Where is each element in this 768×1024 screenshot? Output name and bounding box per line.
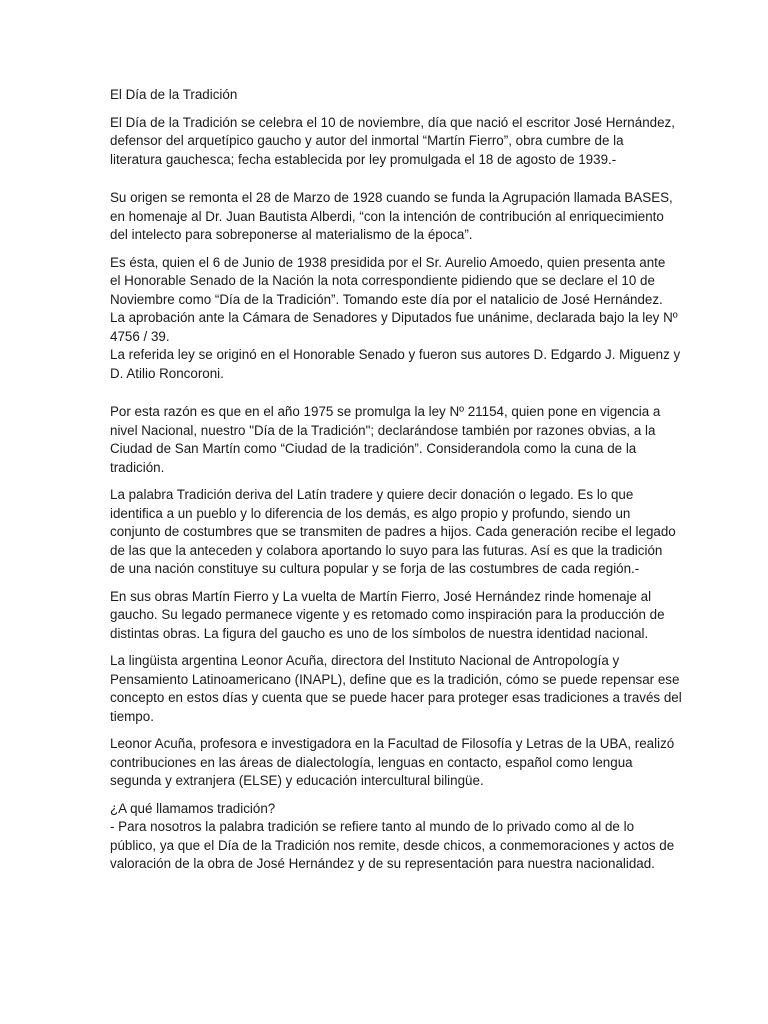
paragraph-line: - Para nosotros la palabra tradición se refiere tanto al mundo de lo privado como al de lo — [110, 819, 635, 834]
paragraph-line: Su origen se remonta el 28 de Marzo de 1928 cuando se funda la Agrupación llamada BASES, — [110, 190, 673, 205]
paragraph-line: Es ésta, quien el 6 de Junio de 1938 presidida por el Sr. Aurelio Amoedo, quien presenta ante — [110, 254, 666, 270]
paragraph-line: La lingüista argentina Leonor Acuña, directora del Instituto Nacional de Antropología y — [110, 653, 620, 668]
paragraph-line: D. Atilio Roncoroni. — [110, 365, 224, 381]
paragraph-line: valoración de la obra de José Hernández y de su representación para nuestra nacionalidad. — [110, 856, 655, 871]
paragraph-line: 4756 / 39. — [110, 328, 170, 344]
paragraph-line: segunda y extranjera (ELSE) y educación intercultural bilingüe. — [110, 773, 484, 788]
paragraph-line: gaucho. Su legado permanece vigente y es retomado como inspiración para la producción de — [110, 607, 665, 622]
paragraph-line: público, ya que el Día de la Tradición nos remite, desde chicos, a conmemoraciones y actos de — [110, 837, 675, 853]
paragraph-acuna-intro — [110, 652, 682, 726]
paragraph-line: Por esta razón es que en el año 1975 se promulga la ley Nº 21154, quien pone en vigencia a — [110, 404, 661, 419]
paragraph-line: tradición. — [110, 459, 165, 475]
paragraph-line: en homenaje al Dr. Juan Bautista Alberdi, “con la intención de contribución al enriquecimiento — [110, 208, 664, 224]
paragraph-line: Pensamiento Latinoamericano (INAPL), define que es la tradición, cómo se puede repensar ese — [110, 671, 680, 687]
paragraph-line: Noviembre como “Día de la Tradición”. Tomando este día por el natalicio de José Hernández. — [110, 291, 663, 307]
paragraph-line: identifica a un pueblo y lo diferencia de los demás, es algo propio y profundo, siendo un — [110, 505, 631, 521]
paragraph-line: Leonor Acuña, profesora e investigadora en la Facultad de Filosofía y Letras de la UBA, realizó — [110, 736, 675, 751]
paragraph-line: el Honorable Senado de la Nación la nota correspondiente pidiendo que se declare el 10 de — [110, 273, 655, 288]
paragraph-line: concepto en estos días y cuenta que se puede hacer para proteger esas tradiciones a través del — [110, 690, 682, 705]
paragraph-acuna-bio — [110, 735, 675, 791]
paragraph-line: conjunto de costumbres que se transmiten de padres a hijos. Cada generación recibe el legado — [110, 524, 676, 539]
paragraph-line: del intelecto para sobreponerse al materialismo de la época”. — [110, 227, 473, 242]
document-title: El Día de la Tradición — [110, 87, 238, 102]
paragraph-line: de las que la anteceden y colabora aportando lo suyo para las futuras. Así es que la tradición — [110, 542, 663, 558]
paragraph-line: El Día de la Tradición se celebra el 10 de noviembre, día que nació el escritor José Hernández, — [110, 114, 675, 130]
paragraph-line: La palabra Tradición deriva del Latín tradere y quiere decir donación o legado. Es lo que — [110, 487, 634, 502]
paragraph-line: tiempo. — [110, 708, 154, 724]
paragraph-line: La referida ley se originó en el Honorable Senado y fueron sus autores D. Edgardo J. Miguenz y — [110, 347, 681, 362]
paragraph-question — [110, 800, 675, 874]
paragraph-line: En sus obras Martín Fierro y La vuelta de Martín Fierro, José Hernández rinde homenaje al — [110, 588, 652, 604]
paragraph-line: contribuciones en las áreas de dialectología, lenguas en contacto, español como lengua — [110, 754, 633, 770]
paragraph-line: distintas obras. La figura del gaucho es uno de los símbolos de nuestra identidad nacional. — [110, 625, 649, 641]
paragraph-line: nivel Nacional, nuestro "Día de la Tradición"; declarándose también por razones obvias, a la — [110, 422, 656, 438]
document-page — [110, 86, 682, 883]
paragraph-law-1975 — [110, 403, 662, 477]
paragraph-line: La aprobación ante la Cámara de Senadores y Diputados fue unánime, declarada bajo la ley Nº — [110, 310, 678, 325]
paragraph-line: literatura gauchesca; fecha establecida por ley promulgada el 18 de agosto de 1939.- — [110, 151, 617, 167]
paragraph-line: defensor del arquetípico gaucho y autor del inmortal “Martín Fierro”, obra cumbre de la — [110, 133, 624, 148]
paragraph-line: ¿A qué llamamos tradición? — [110, 800, 276, 816]
paragraph-martin-fierro — [110, 588, 665, 644]
paragraph-etymology — [110, 486, 676, 579]
paragraph-bases — [110, 189, 673, 245]
paragraph-senate — [110, 254, 681, 384]
paragraph-origin-date — [110, 114, 675, 170]
paragraph-line: Ciudad de San Martín como “Ciudad de la tradición”. Considerandola como la cuna de la — [110, 441, 637, 456]
paragraph-line: de una nación constituye su cultura popular y se forja de las costumbres de cada región.- — [110, 561, 640, 576]
